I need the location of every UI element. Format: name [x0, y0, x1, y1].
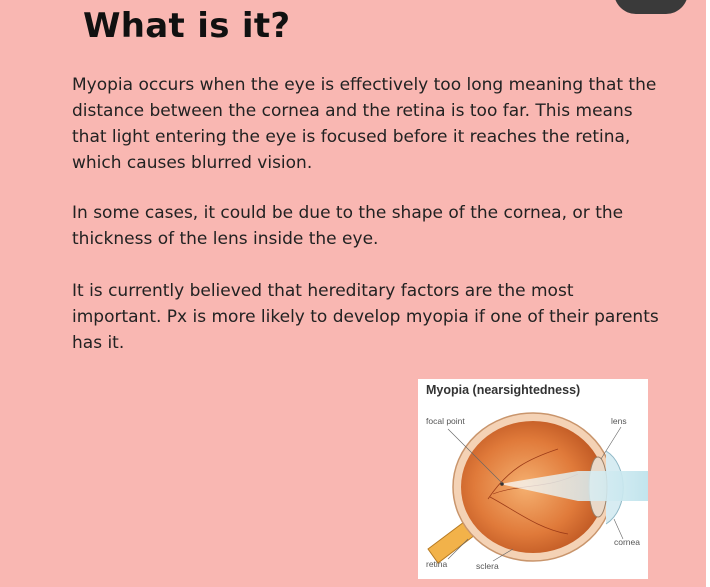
- paragraph-definition: Myopia occurs when the eye is effectively too long meaning that the distance between the cornea and the retina is too far. This means that light entering the eye is focused before it reaches the retina, which causes blurred vision.: [72, 75, 657, 173]
- page-title: What is it?: [83, 6, 291, 46]
- diagram-title: Myopia (nearsightedness): [426, 383, 581, 397]
- label-sclera: sclera: [476, 561, 499, 571]
- paragraph-hereditary: It is currently believed that hereditary factors are the most important. Px is more likely to develop myopia if one of their parents has it.: [72, 281, 659, 353]
- label-focal-point: focal point: [426, 416, 465, 426]
- label-cornea: cornea: [614, 537, 640, 547]
- eye-illustration: [418, 379, 648, 579]
- myopia-diagram: [418, 379, 648, 579]
- label-lens: lens: [611, 416, 627, 426]
- paragraph-causes: In some cases, it could be due to the shape of the cornea, or the thickness of the lens inside the eye.: [72, 203, 624, 249]
- label-retina: retina: [426, 559, 448, 569]
